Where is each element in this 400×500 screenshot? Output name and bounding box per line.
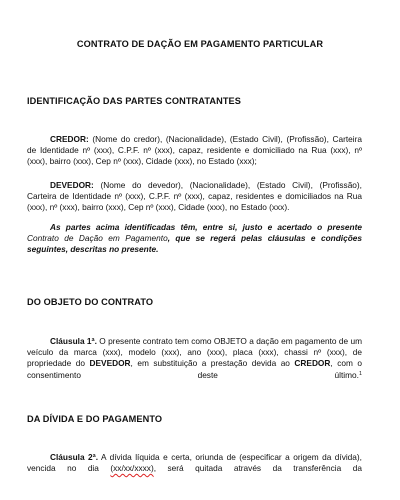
devedor-text: (Nome do devedor), (Nacionalidade), (Estado Civil), (Profissão), Carteira de Identidade nº (xxx), C.P.F. nº (xxx), capaz, residentes e domiciliados na Rua (xxx), nº (xxx), bairro (xxx), Cep nº (xxx), Cidade (xxx), no Estado (xxx).	[27, 180, 362, 213]
clausula-2-label: Cláusula 2ª.	[50, 452, 99, 462]
clausula-1-text-2: , em substituição a prestação devida ao	[130, 358, 295, 369]
intro-part1: As partes acima identificadas têm, entre si, justo e acertado o presente	[50, 222, 362, 232]
clausula-1-devedor: DEVEDOR	[89, 358, 131, 369]
footnote-ref: 1	[358, 370, 362, 377]
credor-label: CREDOR:	[50, 134, 89, 144]
clausula-1-label: Cláusula 1ª.	[50, 336, 97, 346]
intro-part2: , que se regerá pelas cláusulas e condições seguintes, descritas no presente.	[27, 233, 363, 255]
paragraph-credor	[27, 134, 362, 168]
paragraph-intro	[27, 222, 362, 256]
clausula-1-text-3: , com o consentimento deste último.	[27, 358, 362, 380]
clausula-1-credor: CREDOR	[294, 358, 331, 369]
section-heading-objeto: DO OBJETO DO CONTRATO	[27, 297, 154, 307]
clausula-2-text-2: , será quitada através da transferência da	[153, 463, 362, 474]
paragraph-devedor	[27, 180, 362, 214]
intro-contract-name: Contrato de Dação em Pagamento	[27, 233, 168, 244]
section-heading-identificacao: IDENTIFICAÇÃO DAS PARTES CONTRATANTES	[27, 96, 241, 106]
clausula-1-text-1: O presente contrato tem como OBJETO a dação em pagamento de um veículo da marca (xxx), modelo (xxx), ano (xxx), placa (xxx), chassi nº (xxx), de propriedade do	[27, 336, 362, 369]
credor-text: (Nome do credor), (Nacionalidade), (Estado Civil), (Profissão), Carteira de Identidade nº (xxx), C.P.F. nº (xxx), capaz, residente e domiciliado na Rua (xxx), nº (xxx), bairro (xxx), Cep nº (xxx), Cidade (xxx), no Estado (xxx);	[27, 134, 362, 167]
devedor-label: DEVEDOR:	[50, 180, 94, 190]
paragraph-clausula-1	[27, 336, 362, 381]
paragraph-clausula-2	[27, 452, 362, 474]
clausula-2-date: (xx/xx/xxxx)	[110, 463, 154, 474]
document-title: CONTRATO DE DAÇÃO EM PAGAMENTO PARTICULAR	[76, 39, 324, 49]
clausula-2-text-1: A dívida líquida e certa, oriunda de (especificar a origem da dívida), vencida no dia	[27, 452, 362, 474]
section-heading-divida: DA DÍVIDA E DO PAGAMENTO	[27, 414, 163, 424]
